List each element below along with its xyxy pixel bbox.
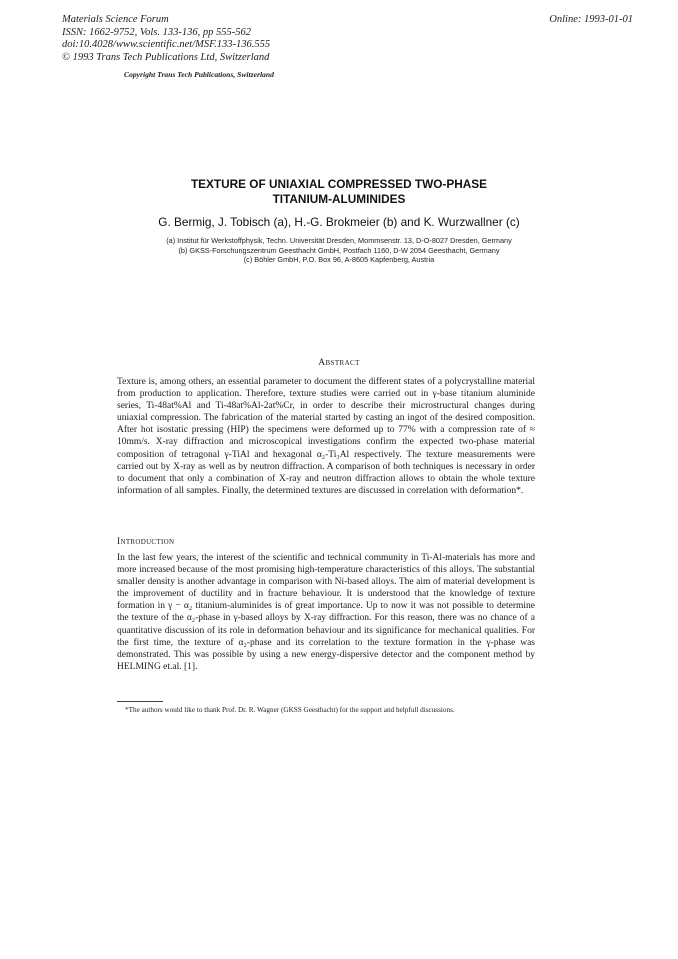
affiliations	[0, 236, 678, 265]
affiliation-c: (c) Böhler GmbH, P.O. Box 96, A-8605 Kapfenberg, Austria	[243, 255, 435, 265]
affiliation-a: (a) Institut für Werkstoffphysik, Techn. Universität Dresden, Mommsenstr. 13, D-O-8027 Dresden, Germany	[166, 236, 512, 245]
footnote-text: *The authors would like to thank Prof. Dr. R. Wagner (GKSS Geesthacht) for the support and helpfull discussions.	[125, 706, 455, 714]
online-date: Online: 1993-01-01	[549, 14, 633, 25]
journal-name: Materials Science Forum	[62, 14, 169, 25]
paper-title	[0, 177, 678, 207]
footnote	[117, 705, 535, 716]
footnote-divider	[117, 701, 163, 702]
doi-line: doi:10.4028/www.scientific.net/MSF.133-136.555	[62, 39, 271, 50]
author-list: G. Bermig, J. Tobisch (a), H.-G. Brokmeier (b) and K. Wurzwallner (c)	[158, 215, 520, 229]
issn-line: ISSN: 1662-9752, Vols. 133-136, pp 555-562	[62, 26, 251, 38]
introduction-text: In the last few years, the interest of the scientific and technical community in Ti-Al-materials has more and more increased because of the most promising high-temperature characteristics of this alloys. The substantial smaller density is another advantage in comparison with Ni-based alloys. The aim of material development is the improvement of ductility and in fracture behaviour. It is understood that the knowledge of texture formation in γ − α₂ titanium-aluminides is of great importance. Up to now it was not possible to determine the texture of the α₂-phase in γ-based alloys by X-ray diffraction. For this reason, there was no chance of a quantitative discussion of its role in deformation behaviour and its significance for mechanical qualities. For the first time, the texture of α₂-phase and its correlation to the texture formation in the γ-phase was demonstrated. This was possible by using a new energy-dispersive detector and the component method by HELMING et.al. [1].	[117, 553, 535, 672]
copyright-line: © 1993 Trans Tech Publications Ltd, Switzerland	[62, 51, 270, 63]
title-line-1: TEXTURE OF UNIAXIAL COMPRESSED TWO-PHASE	[190, 177, 488, 191]
citation-block	[62, 14, 270, 64]
publisher-copyright: Copyright Trans Tech Publications, Switzerland	[124, 70, 274, 79]
introduction-heading: Introduction	[117, 537, 175, 547]
abstract-text: Texture is, among others, an essential parameter to document the different states of a polycrystalline material from production to application. Therefore, texture studies were carried out in γ-base titanium aluminide series, Ti-48at%Al and Ti-48at%Al-2at%Cr, in order to describe their microstructural changes during uniaxial compression. The fabrication of the material started by casting an ingot of the desired composition. After hot isostatic pressing (HIP) the specimens were deformed up to 77% with a compression rate of ≈ 10mm/s. X-ray diffraction and microscopical investigations confirm the expected two-phase material composition of tetragonal γ-TiAl and hexagonal α₂-Ti₃Al respectively. The texture measurements were carried out by X-ray as well as by neutron diffraction. A comparison of both techniques is necessary in order to document that only a combination of X-ray and neutron diffraction allows to obtain the whole texture information of all samples. Finally, the determined textures are discussed in correlation with deformation*.	[117, 377, 535, 496]
affiliation-b: (b) GKSS-Forschungszentrum Geesthacht GmbH, Postfach 1160, D-W 2054 Geesthacht, Germany	[178, 245, 500, 255]
abstract-heading: Abstract	[318, 358, 360, 368]
title-line-2: TITANIUM-ALUMINIDES	[272, 192, 406, 206]
